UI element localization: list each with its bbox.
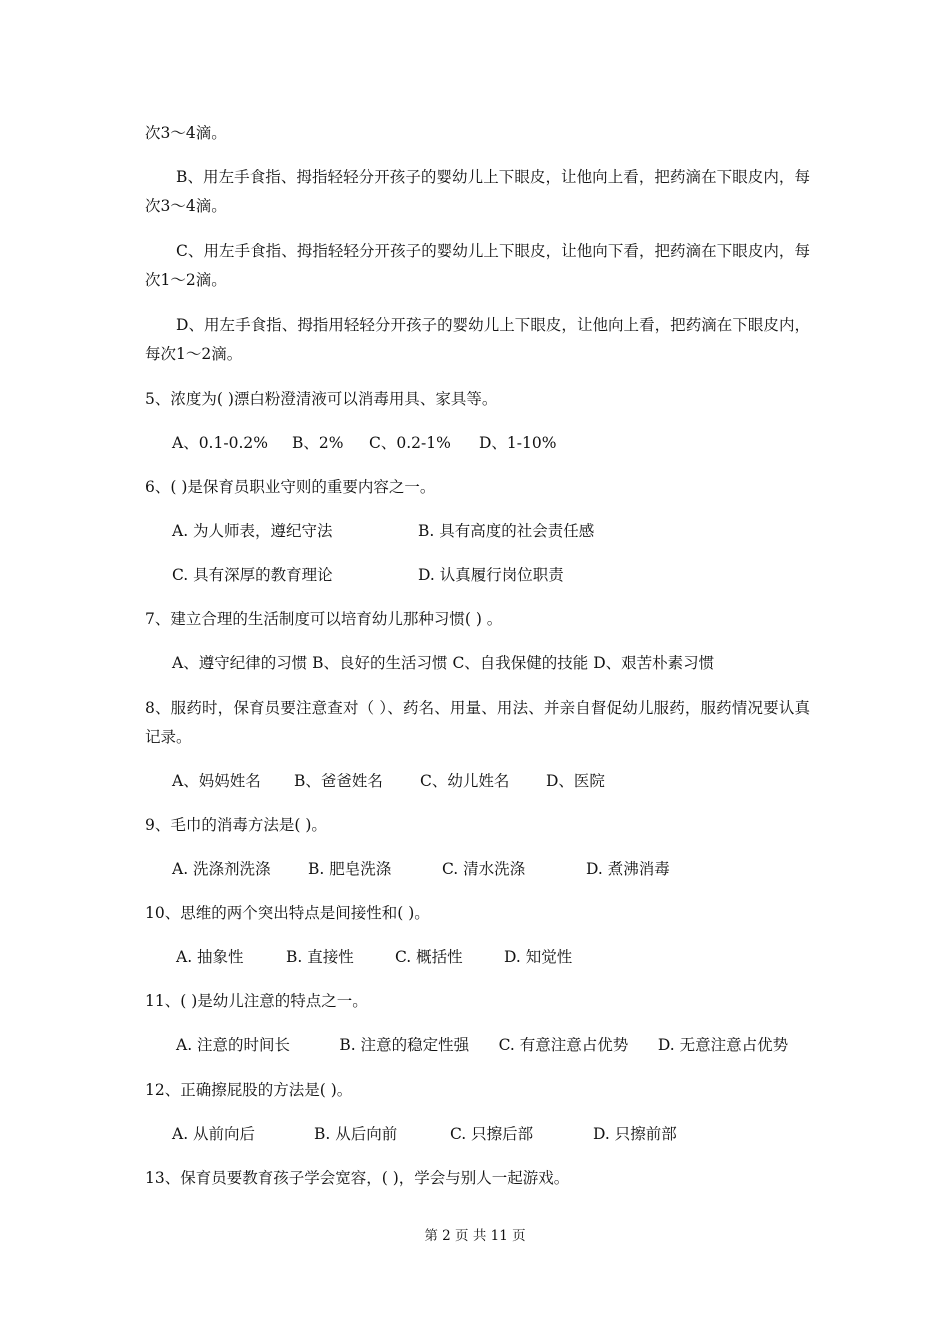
q8-stem: 8、服药时，保育员要注意查对（ ）、药名、用量、用法、并亲自督促幼儿服药，服药情况要认真记录。: [145, 699, 810, 746]
q6-option-a: A. 为人师表，遵纪守法: [172, 522, 333, 540]
q6-stem: 6、( )是保育员职业守则的重要内容之一。: [145, 478, 436, 496]
q4-option-d: D、用左手食指、拇指用轻轻分开孩子的婴幼儿上下眼皮，让他向上看，把药滴在下眼皮内，每次1～2滴。: [145, 316, 810, 363]
q4-option-c: C、用左手食指、拇指轻轻分开孩子的婴幼儿上下眼皮，让他向下看，把药滴在下眼皮内，每次1～2滴。: [145, 242, 810, 289]
q12-option-d: D. 只擦前部: [593, 1125, 677, 1143]
q9-options: [145, 856, 810, 883]
q7-options-text: A、遵守纪律的习惯 B、良好的生活习惯 C、自我保健的技能 D、艰苦朴素习惯: [172, 654, 715, 672]
q6-options-row-2: [145, 562, 810, 589]
q12-option-a: A. 从前向后: [172, 1125, 256, 1143]
q8-option-d: D、医院: [546, 772, 605, 790]
q12-option-c: C. 只擦后部: [450, 1125, 534, 1143]
q5-option-c: C、0.2-1%: [369, 434, 451, 452]
q11-stem: 11、( )是幼儿注意的特点之一。: [145, 992, 368, 1010]
q8-options: [145, 768, 810, 795]
q10-option-c: C. 概括性: [395, 948, 463, 966]
q4-option-b: B、用左手食指、拇指轻轻分开孩子的婴幼儿上下眼皮，让他向上看，把药滴在下眼皮内，每次3～4滴。: [145, 168, 810, 215]
q8-option-a: A、妈妈姓名: [172, 772, 261, 790]
q5-option-a: A、0.1-0.2%: [172, 434, 268, 452]
q11-options: A. 注意的时间长 B. 注意的稳定性强 C. 有意注意占优势 D. 无意注意占优势: [176, 1036, 789, 1054]
q9-option-b: B. 肥皂洗涤: [308, 860, 392, 878]
q5-stem: 5、浓度为( )漂白粉澄清液可以消毒用具、家具等。: [145, 390, 498, 408]
q10-stem: 10、思维的两个突出特点是间接性和( )。: [145, 904, 430, 922]
page-footer: 第 2 页 共 11 页: [424, 1228, 526, 1244]
q5-options: [145, 430, 810, 457]
q5-option-d: D、1-10%: [479, 434, 557, 452]
q12-options: [145, 1121, 810, 1148]
q9-option-d: D. 煮沸消毒: [586, 860, 670, 878]
q10-option-a: A. 抽象性: [176, 948, 244, 966]
q7-options: [145, 650, 810, 677]
q10-options: [145, 944, 810, 971]
q12-option-b: B. 从后向前: [314, 1125, 398, 1143]
q6-option-c: C. 具有深厚的教育理论: [172, 566, 333, 584]
q12-stem: 12、正确擦屁股的方法是( )。: [145, 1081, 353, 1099]
q9-option-a: A. 洗涤剂洗涤: [172, 860, 271, 878]
q8-option-c: C、幼儿姓名: [420, 772, 510, 790]
q8-option-b: B、爸爸姓名: [294, 772, 383, 790]
q9-stem: 9、毛巾的消毒方法是( )。: [145, 816, 327, 834]
q9-option-c: C. 清水洗涤: [442, 860, 526, 878]
q6-options-row-1: [145, 518, 810, 545]
q13-stem: 13、保育员要教育孩子学会宽容，( )，学会与别人一起游戏。: [145, 1169, 570, 1187]
q10-option-d: D. 知觉性: [504, 948, 573, 966]
q7-stem: 7、建立合理的生活制度可以培育幼儿那种习惯( ) 。: [145, 610, 503, 628]
q6-option-b: B. 具有高度的社会责任感: [418, 522, 595, 540]
q4-option-a-continuation: 次3～4滴。: [145, 124, 227, 142]
q6-option-d: D. 认真履行岗位职责: [418, 566, 564, 584]
q10-option-b: B. 直接性: [286, 948, 354, 966]
q5-option-b: B、2%: [292, 434, 344, 452]
document-body: [145, 120, 810, 1192]
